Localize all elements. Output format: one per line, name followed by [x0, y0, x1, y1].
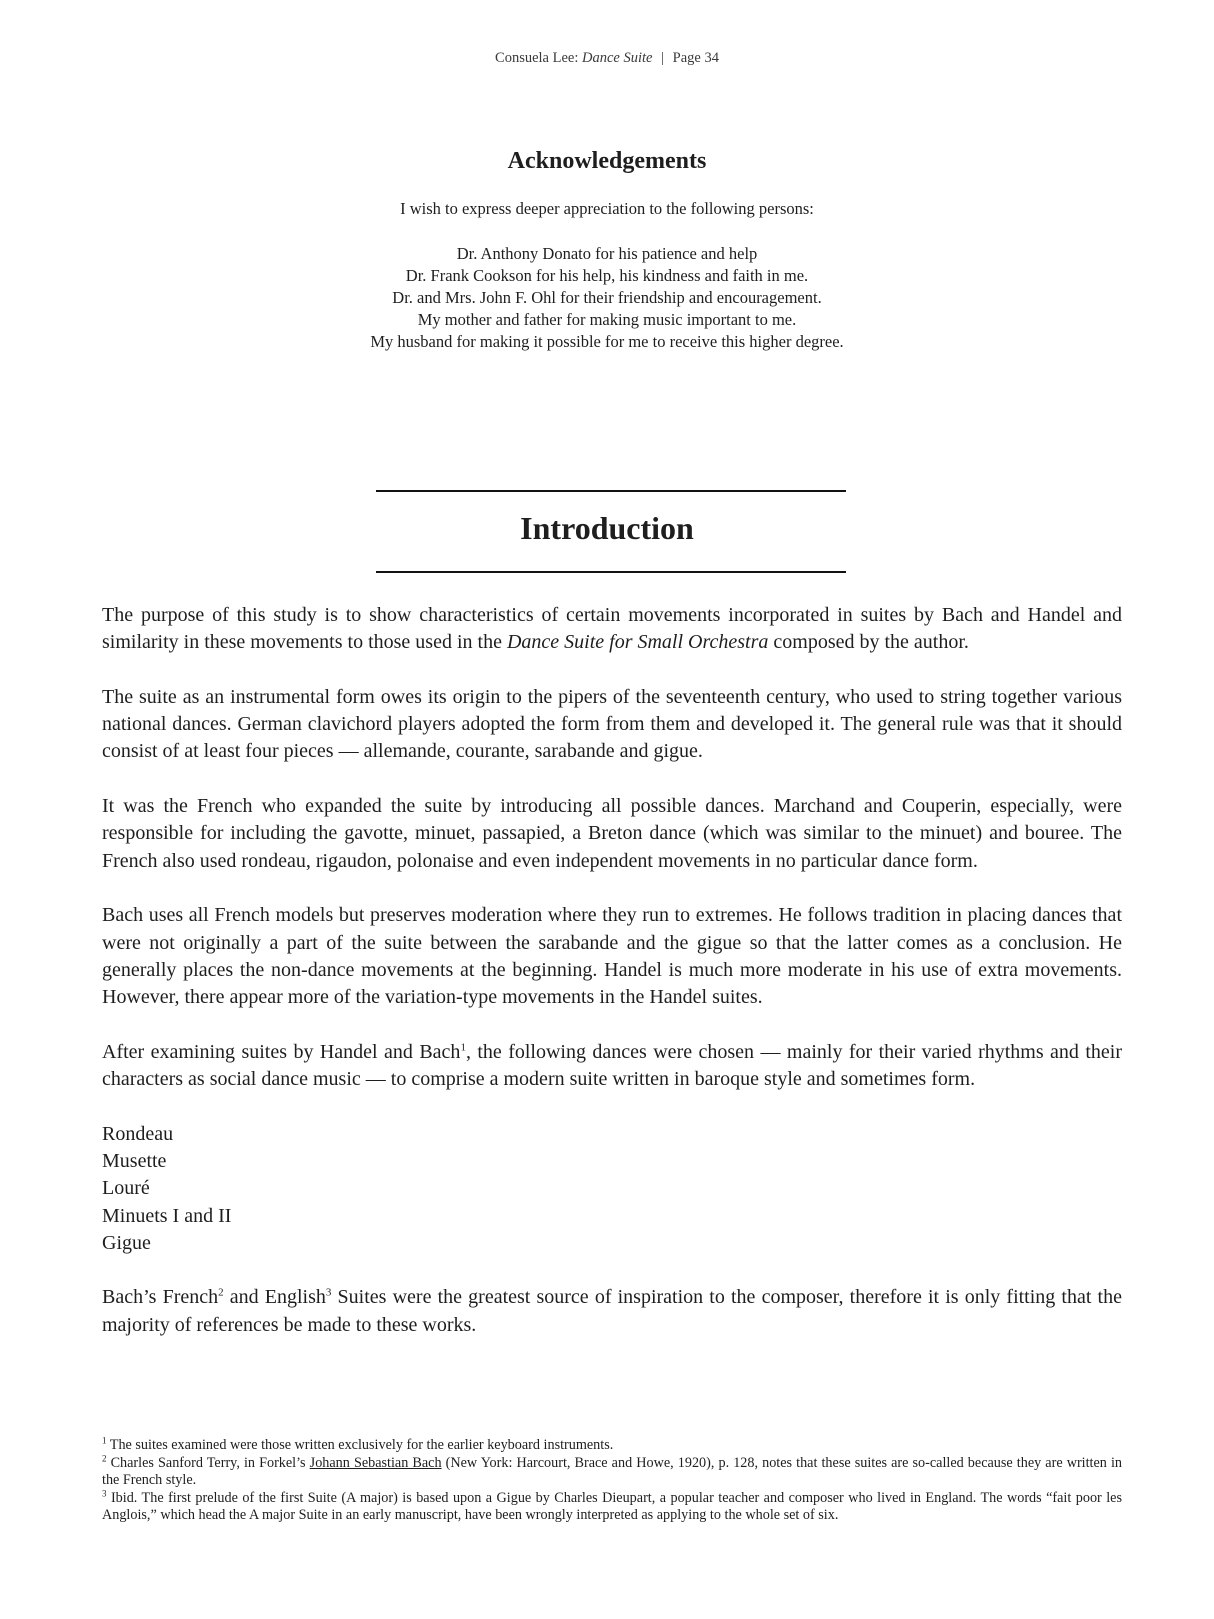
header-separator: | — [661, 50, 665, 66]
footnote-number: 1 — [102, 1435, 107, 1446]
footnote-1 — [102, 1437, 1122, 1455]
paragraph-origin: The suite as an instrumental form owes its origin to the pipers of the seventeenth century, who used to string together various national dances. German clavichord players adopted the form from them and developed it. The general rule was that it should consist of at least four pieces — allemande, courante, sarabande and gigue. — [102, 685, 1122, 763]
work-title: Dance Suite for Small Orchestra — [506, 631, 769, 654]
footnote-number: 2 — [102, 1452, 107, 1463]
acknowledgements-heading: Acknowledgements — [507, 148, 707, 174]
paragraph-text: Bach’s French — [102, 1286, 219, 1309]
dance-item: Louré — [102, 1177, 150, 1200]
header-author: Consuela Lee: — [495, 50, 579, 66]
footnote-text: The suites examined were those written exclusively for the earlier keyboard instruments. — [106, 1437, 614, 1453]
heading-rule-bottom — [376, 571, 846, 573]
header-page-number: Page 34 — [672, 50, 719, 66]
footnote-number: 3 — [102, 1487, 107, 1498]
footnote-2 — [102, 1452, 1122, 1490]
acknowledgement-line: My husband for making it possible for me to receive this higher degree. — [370, 332, 844, 351]
cited-book-title: Johann Sebastian Bach — [309, 1454, 442, 1471]
footnote-ref-2[interactable]: 2 — [218, 1286, 224, 1299]
paragraph-text: composed by the author. — [768, 631, 969, 654]
acknowledgement-line: Dr. Frank Cookson for his help, his kindness and faith in me. — [405, 266, 809, 285]
dance-item: Rondeau — [102, 1122, 174, 1145]
dance-item: Minuets I and II — [102, 1204, 232, 1227]
footnotes — [102, 1437, 1122, 1525]
footnote-text: (New York: Harcourt, Brace and Howe, 1920), p. 128, notes that these suites are so-called because they are written in the French style. — [102, 1454, 1122, 1488]
paragraph-bach-handel: Bach uses all French models but preserves moderation where they run to extremes. He follows tradition in placing dances that were not originally a part of the suite between the sarabande and the gigue so that the latter comes as a conclusion. He generally places the non-dance movements at the beginning. Handel is much more moderate in his use of extra movements. However, there appear more of the variation-type movements in the Handel suites. — [102, 904, 1122, 1009]
introduction-heading: Introduction — [520, 510, 694, 546]
heading-rule-top — [376, 490, 846, 492]
paragraph-purpose — [102, 602, 1122, 657]
header-work-title: Dance Suite — [582, 50, 653, 66]
paragraph-french: It was the French who expanded the suite by introducing all possible dances. Marchand and Couperin, especially, were responsible for including the gavotte, minuet, passapied, a Breton dance (which was similar to the minuet) and bouree. The French also used rondeau, rigaudon, polonaise and even independent movements in no particular dance form. — [102, 795, 1122, 872]
dance-list — [102, 1121, 1122, 1257]
acknowledgement-line: Dr. Anthony Donato for his patience and help — [456, 244, 758, 263]
introduction-body — [102, 602, 1122, 1366]
footnote-ref-3[interactable]: 3 — [325, 1286, 332, 1299]
footnote-3 — [102, 1487, 1122, 1525]
paragraph-text: Suites were the greatest source of inspiration to the composer, therefore it is only fitting that the majority of references be made to these works. — [102, 1286, 1122, 1336]
footnote-text: Charles Sanford Terry, in Forkel’s — [106, 1454, 310, 1471]
paragraph-dances-chosen — [102, 1039, 1122, 1094]
dance-item: Gigue — [102, 1231, 151, 1254]
paragraph-text: After examining suites by Handel and Bach — [102, 1040, 461, 1063]
paragraph-text: and English — [223, 1286, 326, 1309]
acknowledgement-line: My mother and father for making music important to me. — [417, 310, 797, 329]
paragraph-text: The purpose of this study is to show characteristics of certain movements incorporated in suites by Bach and Handel and similarity in these movements to those used in the — [102, 604, 1122, 654]
dance-item: Musette — [102, 1149, 167, 1172]
footnote-text: Ibid. The first prelude of the first Suite (A major) is based upon a Gigue by Charles Dieupart, a popular teacher and composer who lived in England. The words “fait poor les Anglois,” which head the A major Suite in an early manuscript, have been wrongly interpreted as applying to the whole set of six. — [102, 1489, 1122, 1523]
acknowledgements-list — [0, 243, 1214, 353]
paragraph-text: , the following dances were chosen — mainly for their varied rhythms and their characters as social dance music — to comprise a modern suite written in baroque style and sometimes form. — [102, 1040, 1122, 1091]
running-header — [0, 50, 1214, 67]
paragraph-inspiration — [102, 1284, 1122, 1339]
acknowledgements-intro: I wish to express deeper appreciation to the following persons: — [400, 199, 814, 218]
acknowledgement-line: Dr. and Mrs. John F. Ohl for their friendship and encouragement. — [392, 288, 822, 307]
footnote-ref-1[interactable]: 1 — [460, 1041, 466, 1054]
